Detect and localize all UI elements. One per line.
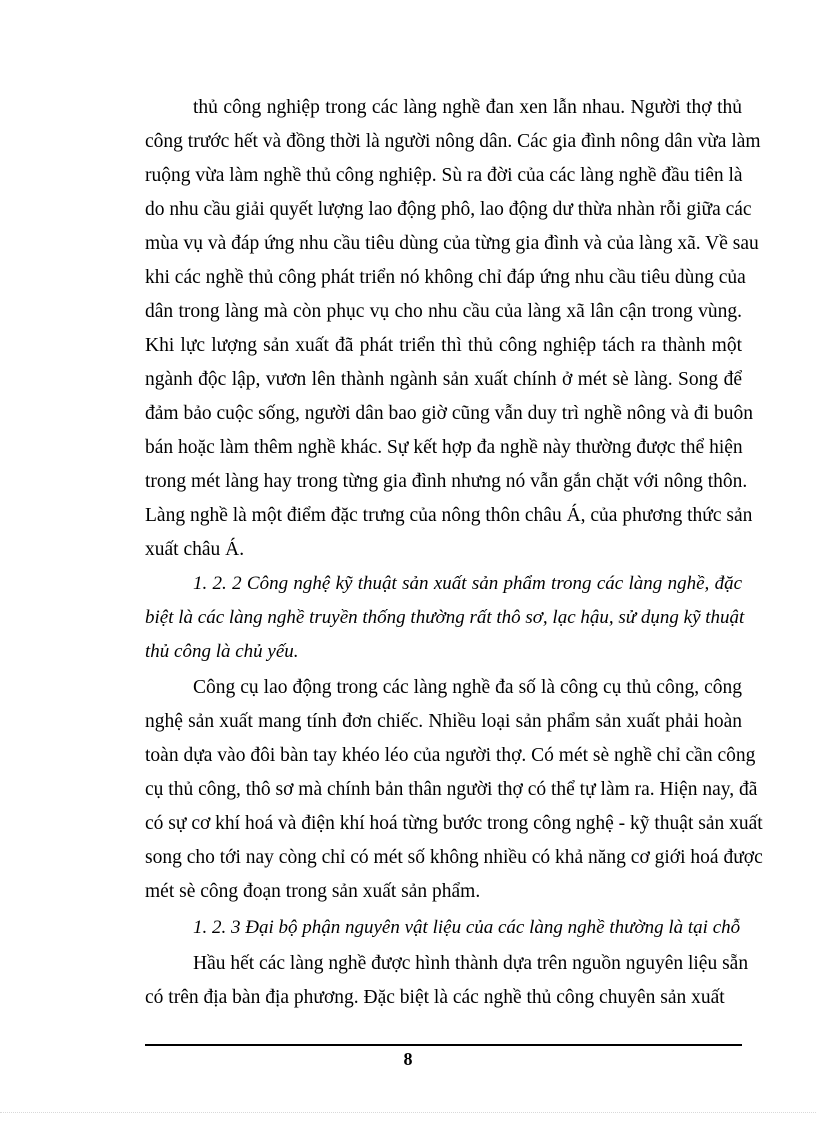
paragraph-3-line-1: Hầu hết các làng nghề được hình thành dựa trên nguồn nguyên liệu sẵn <box>193 953 749 974</box>
section-heading-1-2-2-line-3: thủ công là chủ yếu. <box>145 641 299 662</box>
footer-divider <box>145 1044 742 1046</box>
paragraph-1-line-8: Khi lực lượng sản xuất đã phát triển thì thủ công nghiệp tách ra thành một <box>145 335 742 356</box>
page-number: 8 <box>403 1049 413 1069</box>
paragraph-3-line-2: có trên địa bàn địa phương. Đặc biệt là các nghề thủ công chuyên sản xuất <box>145 987 725 1008</box>
paragraph-2-line-1: Công cụ lao động trong các làng nghề đa số là công cụ thủ công, công <box>193 677 742 698</box>
paragraph-2-line-5: có sự cơ khí hoá và điện khí hoá từng bước trong công nghệ - kỹ thuật sản xuất <box>145 813 763 834</box>
paragraph-1-line-14: xuất châu Á. <box>145 539 245 560</box>
paragraph-2-line-4: cụ thủ công, thô sơ mà chính bản thân người thợ có thể tự làm ra. Hiện nay, đã <box>145 779 758 800</box>
paragraph-1-line-7: dân trong làng mà còn phục vụ cho nhu cầu của làng xã lân cận trong vùng. <box>145 301 742 322</box>
paragraph-1-line-1: thủ công nghiệp trong các làng nghề đan xen lẫn nhau. Người thợ thủ <box>193 97 742 118</box>
page-bottom-border <box>0 1112 816 1113</box>
paragraph-1-line-2: công trước hết và đồng thời là người nông dân. Các gia đình nông dân vừa làm <box>145 131 761 152</box>
section-heading-1-2-3: 1. 2. 3 Đại bộ phận nguyên vật liệu của các làng nghề thường là tại chỗ <box>193 917 741 938</box>
section-heading-1-2-2-line-1: 1. 2. 2 Công nghệ kỹ thuật sản xuất sản phẩm trong các làng nghề, đặc <box>193 573 742 594</box>
paragraph-1-line-10: đảm bảo cuộc sống, người dân bao giờ cũng vẫn duy trì nghề nông và đi buôn <box>145 403 753 424</box>
paragraph-1-line-11: bán hoặc làm thêm nghề khác. Sự kết hợp đa nghề này thường được thể hiện <box>145 437 743 458</box>
paragraph-2-line-3: toàn dựa vào đôi bàn tay khéo léo của người thợ. Có mét sè nghề chỉ cần công <box>145 745 756 766</box>
section-heading-1-2-2-line-2: biệt là các làng nghề truyền thống thường rất thô sơ, lạc hậu, sử dụng kỹ thuật <box>145 607 745 628</box>
paragraph-1-line-9: ngành độc lập, vươn lên thành ngành sản xuất chính ở mét sè làng. Song để <box>145 369 742 390</box>
paragraph-1-line-4: do nhu cầu giải quyết lượng lao động phô, lao động dư thừa nhàn rỗi giữa các <box>145 199 752 220</box>
paragraph-1-line-6: khi các nghề thủ công phát triển nó không chỉ đáp ứng nhu cầu tiêu dùng của <box>145 267 746 288</box>
paragraph-1-line-5: mùa vụ và đáp ứng nhu cầu tiêu dùng của từng gia đình và của làng xã. Về sau <box>145 233 759 254</box>
paragraph-2-line-6: song cho tới nay còng chỉ có mét số không nhiều có khả năng cơ giới hoá được <box>145 847 763 868</box>
paragraph-1-line-12: trong mét làng hay trong từng gia đình nhưng nó vẫn gắn chặt với nông thôn. <box>145 471 748 492</box>
paragraph-2-line-7: mét sè công đoạn trong sản xuất sản phẩm. <box>145 881 481 902</box>
paragraph-1-line-13: Làng nghề là một điểm đặc trưng của nông thôn châu Á, của phương thức sản <box>145 505 753 526</box>
paragraph-2-line-2: nghệ sản xuất mang tính đơn chiếc. Nhiều loại sản phẩm sản xuất phải hoàn <box>145 711 742 732</box>
paragraph-1-line-3: ruộng vừa làm nghề thủ công nghiệp. Sù ra đời của các làng nghề đầu tiên là <box>145 165 743 186</box>
